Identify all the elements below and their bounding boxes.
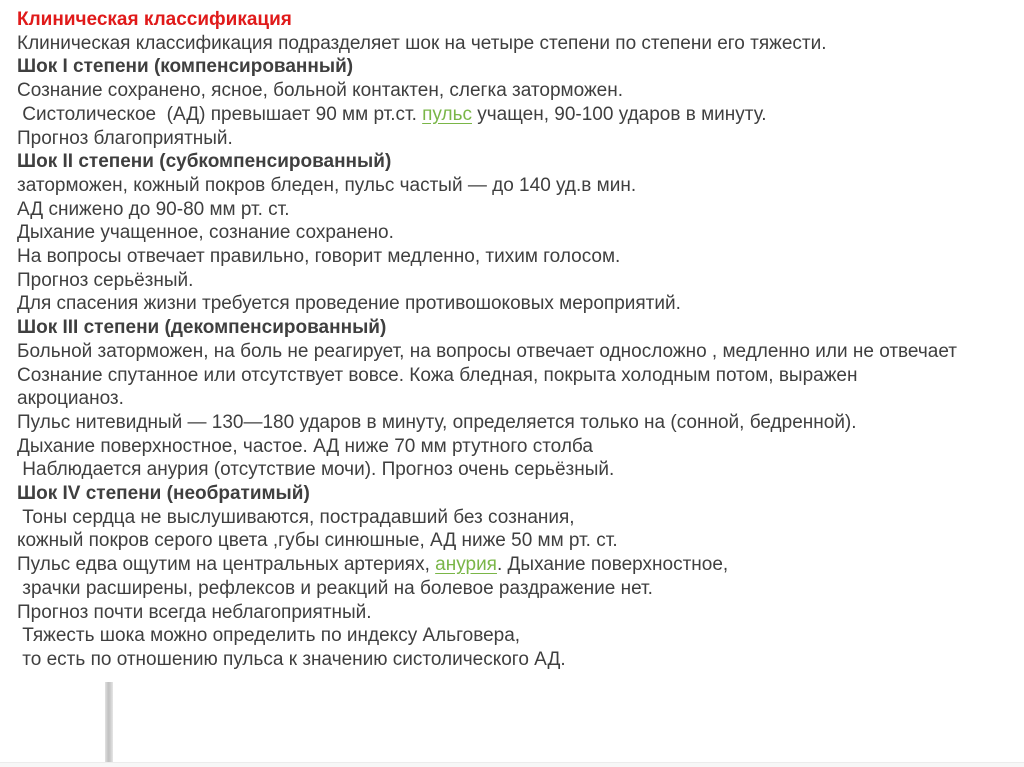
text-segment: кожный покров серого цвета ,губы синюшные, АД ниже 50 мм рт. ст. — [17, 530, 618, 552]
text-segment: заторможен, кожный покров бледен, пульс частый — до 140 уд.в мин. — [17, 174, 637, 196]
text-line — [17, 577, 1018, 601]
link-puls[interactable]: пульс — [422, 103, 472, 125]
text-line — [17, 364, 1018, 388]
text-segment: акроцианоз. — [17, 388, 124, 410]
text-line — [17, 32, 1018, 56]
text-segment: Шок I степени (компенсированный) — [17, 56, 354, 78]
text-segment: Шок III степени (декомпенсированный) — [17, 317, 387, 339]
text-line — [17, 127, 1018, 151]
text-segment: Клиническая классификация — [17, 9, 292, 30]
text-segment: Клиническая классификация подразделяет шок на четыре степени по степени его тяжести. — [17, 32, 827, 54]
text-segment: то есть по отношению пульса к значению систолического АД. — [17, 648, 566, 670]
text-line — [17, 340, 1018, 364]
text-segment: Дыхание учащенное, сознание сохранено. — [17, 222, 394, 244]
text-segment: . Дыхание поверхностное, — [496, 554, 729, 576]
text-segment: Прогноз благоприятный. — [17, 127, 233, 149]
text-line — [17, 458, 1018, 482]
text-line — [17, 292, 1018, 316]
text-line — [17, 103, 1018, 127]
text-line — [17, 482, 1018, 506]
text-block — [17, 8, 1018, 672]
vertical-bar-decoration — [105, 682, 113, 762]
text-segment: Прогноз почти всегда неблагоприятный. — [17, 601, 372, 623]
text-line — [17, 648, 1018, 672]
text-line — [17, 79, 1018, 103]
text-segment: Сознание сохранено, ясное, больной контактен, слегка заторможен. — [17, 80, 623, 102]
text-segment: На вопросы отвечает правильно, говорит медленно, тихим голосом. — [17, 246, 621, 268]
bottom-strip-decoration — [0, 762, 1024, 767]
text-segment: Для спасения жизни требуется проведение противошоковых мероприятий. — [17, 293, 681, 315]
text-segment: зрачки расширены, рефлексов и реакций на болевое раздражение нет. — [17, 577, 653, 599]
text-segment: Шок IV степени (необратимый) — [17, 483, 310, 505]
text-line — [17, 174, 1018, 198]
text-line — [17, 316, 1018, 340]
text-line — [17, 55, 1018, 79]
text-segment: Пульс едва ощутим на центральных артериях, — [17, 554, 436, 576]
text-segment: Дыхание поверхностное, частое. АД ниже 70 мм ртутного столба — [17, 435, 593, 457]
text-segment: Пульс нитевидный — 130—180 ударов в минуту, определяется только на (сонной, бедренной). — [17, 411, 857, 433]
text-segment: Систолическое (АД) превышает 90 мм рт.ст. — [17, 103, 423, 125]
text-segment: учащен, 90-100 ударов в минуту. — [472, 103, 767, 125]
text-line — [17, 245, 1018, 269]
text-line — [17, 624, 1018, 648]
text-segment: Наблюдается анурия (отсутствие мочи). Прогноз очень серьёзный. — [17, 459, 615, 481]
text-line — [17, 387, 1018, 411]
text-line — [17, 221, 1018, 245]
text-line — [17, 269, 1018, 293]
text-segment: АД снижено до 90-80 мм рт. ст. — [17, 198, 290, 220]
page-title — [17, 8, 1018, 32]
text-line — [17, 529, 1018, 553]
text-line — [17, 506, 1018, 530]
text-line — [17, 150, 1018, 174]
text-segment: Тяжесть шока можно определить по индексу Альговера, — [17, 625, 521, 647]
text-segment: Больной заторможен, на боль не реагирует, на вопросы отвечает односложно , медленно или не отвечает — [17, 340, 957, 362]
text-line — [17, 435, 1018, 459]
text-line — [17, 601, 1018, 625]
text-segment: Сознание спутанное или отсутствует вовсе. Кожа бледная, покрыта холодным потом, выражен — [17, 364, 858, 386]
text-segment: Тоны сердца не выслушиваются, пострадавший без сознания, — [17, 506, 575, 528]
text-segment: Шок II степени (субкомпенсированный) — [17, 151, 392, 173]
link-anuriya[interactable]: анурия — [435, 554, 497, 576]
text-line — [17, 411, 1018, 435]
text-line — [17, 198, 1018, 222]
text-segment: Прогноз серьёзный. — [17, 269, 194, 291]
text-line — [17, 553, 1018, 577]
